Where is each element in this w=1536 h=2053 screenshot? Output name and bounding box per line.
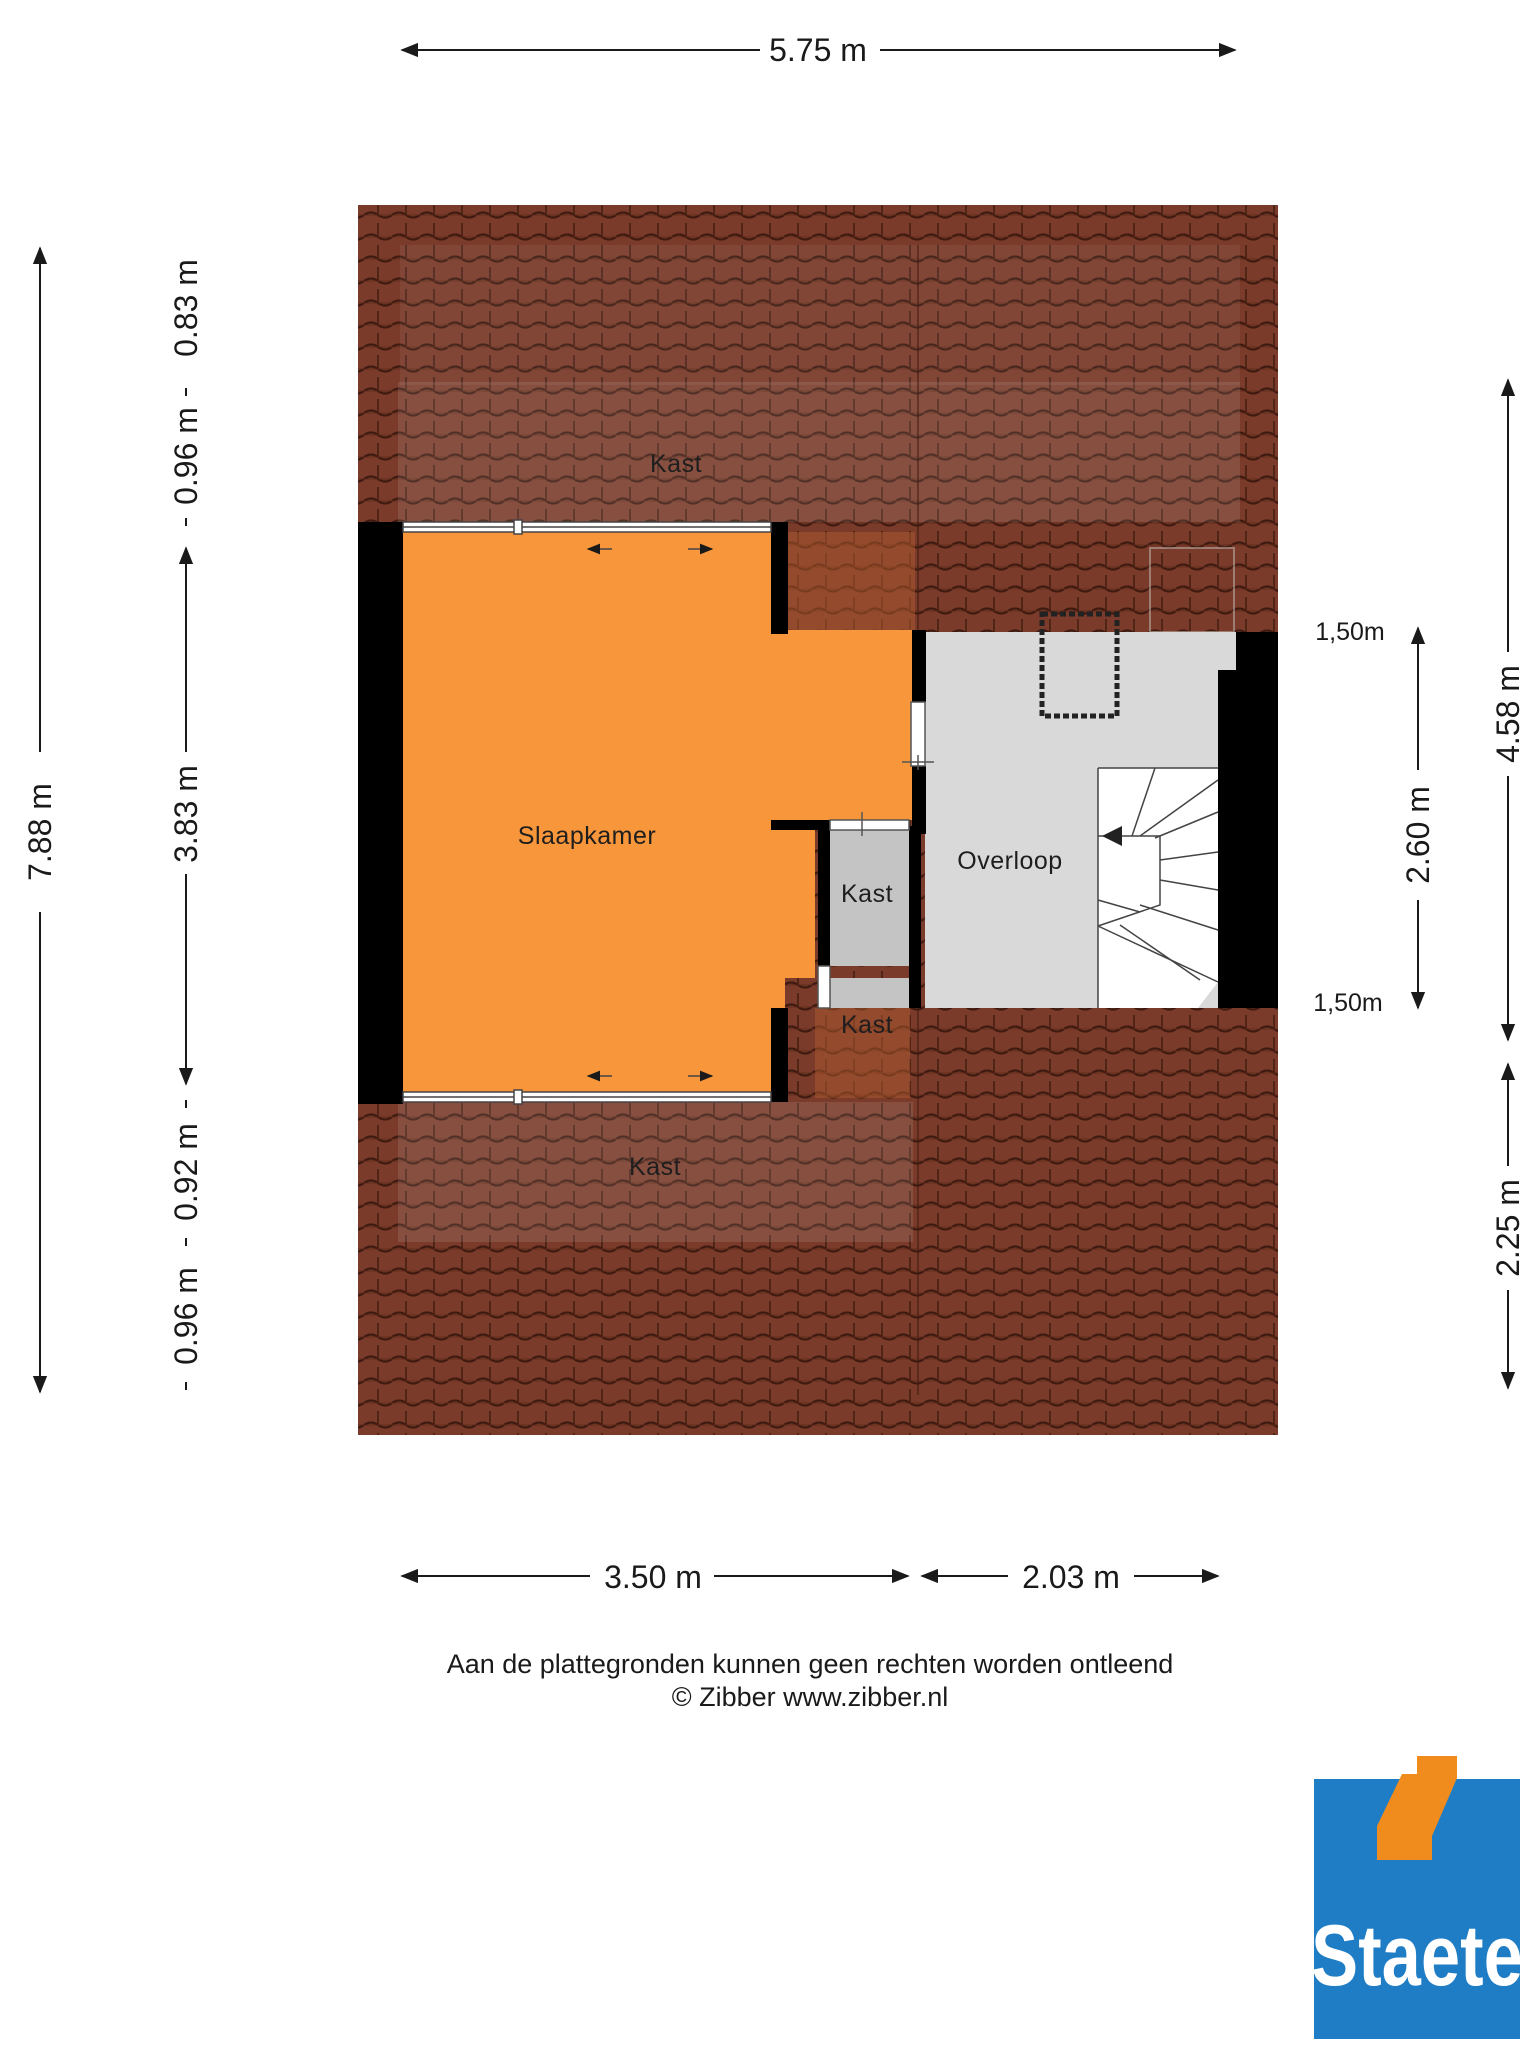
dimension-right-lower-label: 2.25 m (1490, 1179, 1526, 1277)
dimension-right-inner-label: 2.60 m (1400, 786, 1436, 884)
disclaimer-line-2: © Zibber www.zibber.nl (671, 1682, 949, 1712)
label-landing: Overloop (957, 847, 1063, 875)
dimension-top-label: 5.75 m (769, 32, 867, 68)
label-closet-top: Kast (649, 450, 703, 478)
dimension-left-seg-5: 0.96 m (168, 1267, 204, 1365)
dimension-bottom-left-label: 3.50 m (604, 1559, 702, 1595)
dimension-left-seg-4: 0.92 m (168, 1123, 204, 1221)
height-mark-top: 1,50m (1315, 618, 1385, 646)
label-closet-small-1: Kast (840, 880, 894, 908)
logo-text: Staete (1311, 1907, 1523, 2004)
label-bedroom: Slaapkamer (517, 822, 657, 850)
disclaimer-line-1: Aan de plattegronden kunnen geen rechten worden ontleend (446, 1649, 1174, 1679)
dimension-left-seg-2: 0.96 m (168, 407, 204, 505)
label-closet-bottom: Kast (628, 1153, 682, 1181)
dimension-left-seg-3: 3.83 m (168, 765, 204, 863)
disclaimer (300, 1648, 1320, 1714)
dimension-left-outer-label: 7.88 m (22, 783, 58, 881)
closet-2 (829, 978, 911, 1008)
dimension-bottom-right-label: 2.03 m (1022, 1559, 1120, 1595)
staete-logo (1311, 1756, 1523, 2039)
dimension-right-upper-label: 4.58 m (1490, 665, 1526, 763)
label-closet-small-2: Kast (840, 1011, 894, 1039)
staircase (1098, 768, 1218, 1008)
height-mark-bottom: 1,50m (1313, 989, 1383, 1017)
dimension-left-seg-1: 0.83 m (168, 259, 204, 357)
